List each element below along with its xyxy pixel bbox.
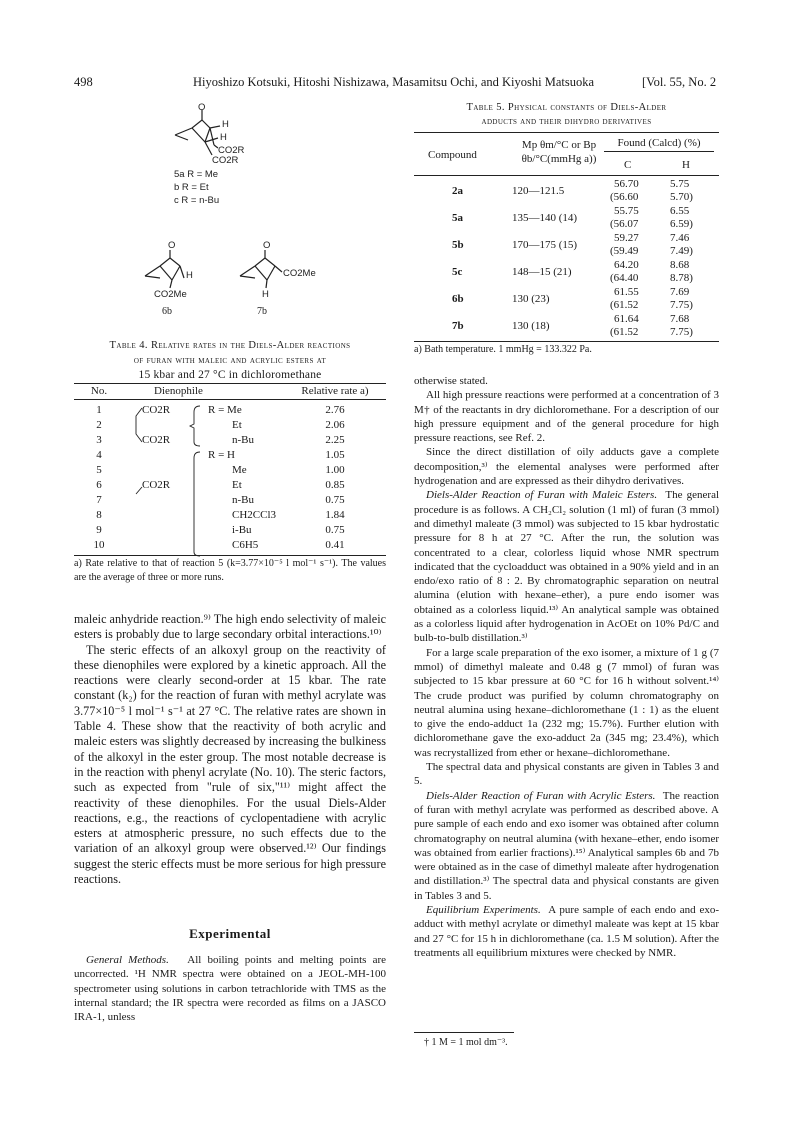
right-paragraph-0: otherwise stated. xyxy=(414,375,488,387)
legend-5c: c R = n-Bu xyxy=(174,195,220,206)
table-row: 5c 148—15 (21) 64.20 (64.40 8.68 8.78) xyxy=(452,259,693,284)
left-paragraph-2: The steric effects of an alkoxyl group on the reactivity of these dienophiles were explored by a kinetic approach. All the reactions were clearly second-order at 15 kbar. The rate constant (k₂) for the reaction of furan with methyl acrylate was 3.77×10⁻⁵ l mol⁻¹ s⁻¹ at 27 °C. The relative rates are shown in Table 4. These show that the reactivity of both acrylic and maleic esters was slightly decreased by increasing the bulkiness of the alkoxyl in the ester group. The most notable decrease is in the reaction with phenyl acrylate (No. 10). The steric factors, such as expected from "rule of six,"¹¹⁾ might affect the reactivity of these dienophiles. For the usual Diels-Alder reactions, e.g., the reactions of cyclopentadiene with acrylic esters at atmospheric pressure, no such effects due to the variation of an alkoxyl group were observed.¹²⁾ Our findings suggest the steric effects must be more serious for high pressure reactions. xyxy=(74,642,386,887)
table4-footnote: a) Rate relative to that of reaction 5 (k=3.77×10⁻⁵ l mol⁻¹ s⁻¹). The values are the average of three or more runs. xyxy=(74,558,386,583)
table4-header-no: No. xyxy=(90,385,108,397)
right-paragraph-4: For a large scale preparation of the exo isomer, a mixture of 1 g (7 mmol) of dimethyl maleate and 0.48 g (7 mmol) of furan was subjected to 15 kbar pressure at 60 °C for 16 h without solvent.¹⁴⁾ The crude product was purified by column chromatography on neutral alumina using hexane–dichloromethane (1 : 1) as the eluent to give the endo-adduct 1a (232 mg; 15.7%). Further elution with dichloromethane gave the exo-adduct 2a (345 mg; 23.4%), which was recrystallized from ether or hexane–dichloromethane. xyxy=(414,646,719,759)
page-number: 498 xyxy=(74,75,93,89)
legend-5b: b R = Et xyxy=(174,182,209,193)
struct7b-co2me-label: CO2Me xyxy=(283,268,316,279)
maleic-section-label: Diels-Alder Reaction of Furan with Maleic Esters. xyxy=(426,489,658,502)
table-row: 6b 130 (23) 61.55 (61.52 7.69 7.75) xyxy=(452,286,693,311)
table5-caption xyxy=(414,100,719,130)
structure-6b xyxy=(145,250,184,288)
svg-text:O: O xyxy=(263,240,271,251)
right-paragraph-1: All high pressure reactions were performed at a concentration of 3 M† of the reactants in dry dichloromethane. For a description of our high pressure equipment and of the general procedure for high pressure reactions, see Ref. 2. xyxy=(414,389,719,445)
experimental-heading: Experimental xyxy=(189,926,271,941)
table5-header-compound: Compound xyxy=(428,149,477,161)
table4-caption-line1: Table 4. Relative rates in the Diels-Alder reactions xyxy=(109,340,351,351)
table-row: 5b 170—175 (15) 59.27 (59.49 7.46 7.49) xyxy=(452,232,693,257)
table5-header-found: Found (Calcd) (%) xyxy=(617,137,701,149)
table4-caption xyxy=(74,338,386,383)
table-row: 7 n-Bu 0.75 xyxy=(96,494,345,506)
table5-header-c: C xyxy=(624,159,632,171)
right-paragraph-7: A pure sample of each endo and exo-adduct with methyl acrylate or dimethyl maleate was kept at 15 kbar and 27 °C for 15 h in dichloromethane (ca. 1.5 M solution). After the treatments all equilibrium mixtures were checked by NMR. xyxy=(414,903,720,959)
table-row: 7b 130 (18) 61.64 (61.52 7.68 7.75) xyxy=(452,313,693,338)
table-row: 8 CH2CCl3 1.84 xyxy=(96,509,345,521)
table-row: 4 R = H 1.05 xyxy=(96,449,345,461)
table-row: 2a 120—121.5 56.70 (56.60 5.75 5.70) xyxy=(452,178,693,203)
table4-header-rate: Relative rate a) xyxy=(301,385,369,397)
left-column-text xyxy=(74,612,386,887)
table-row: 5 Me 1.00 xyxy=(96,464,345,476)
right-paragraph-5: The spectral data and physical constants are given in Tables 3 and 5. xyxy=(414,761,719,788)
table5-header-mp-line1: Mp θm/°C or Bp xyxy=(521,139,597,151)
table5-caption-line1: Table 5. Physical constants of Diels-Alder xyxy=(466,102,667,113)
right-footnote: † 1 M = 1 mol dm⁻³. xyxy=(424,1037,508,1048)
acrylic-section-label: Diels-Alder Reaction of Furan with Acrylic Esters. xyxy=(426,789,656,802)
svg-text:O: O xyxy=(168,240,176,251)
struct5-h1-label: H xyxy=(222,119,229,130)
label-6b: 6b xyxy=(162,306,172,317)
table4-bracket-decor xyxy=(130,402,230,558)
struct7b-h-label: H xyxy=(262,289,269,300)
equilibrium-section-label: Equilibrium Experiments. xyxy=(426,903,541,916)
table-row: 10 C6H5 0.41 xyxy=(93,539,345,551)
left-paragraph-1: maleic anhydride reaction.⁹⁾ The high endo selectivity of maleic esters is probably due to large secondary orbital interactions.¹⁰⁾ xyxy=(74,612,386,642)
label-7b: 7b xyxy=(257,306,267,317)
table-row: 2 Et 2.06 xyxy=(96,419,345,431)
table5-header-h: H xyxy=(682,159,690,171)
table4-header-dienophile: Dienophile xyxy=(154,385,203,397)
legend-5a: 5a R = Me xyxy=(174,169,219,180)
chemical-structures-figure xyxy=(140,100,390,325)
volume-info: [Vol. 55, No. 2 xyxy=(642,75,717,89)
table-row: 5a 135—140 (14) 55.75 (56.07 6.55 6.59) xyxy=(452,205,693,230)
table-row: 3 CO2R n-Bu 2.25 xyxy=(96,434,345,446)
table-row: 1 CO2R R = Me 2.76 xyxy=(96,404,345,416)
right-paragraph-3: The general procedure is as follows. A CH₂Cl₂ solution (1 ml) of furan (3 mmol) and dimethyl maleate (3 mmol) was subjected to 15 kbar hydrostatic pressure for 8 h at 27 °C. After the run, the solution was concentrated to a clear, colorless liquid whose NMR spectrum indicated that the cycloadduct was obtained in a 90% yield and in an endo/exo ratio of 8 : 2. By chromatographic separation on neutral alumina (elution with hexane–ether), a pure endo isomer was obtained as a colorless liquid.¹³⁾ An analytical sample was obtained as a colorless liquid after hydrogenation in AcOEt on 10% Pd/C and bulb-to-bulb distillation.³⁾ xyxy=(414,489,720,645)
general-methods-paragraph xyxy=(74,953,386,1024)
table4 xyxy=(74,384,386,553)
right-paragraph-2: Since the direct distillation of oily adducts gave a complete decomposition,³⁾ the elemental analyses were performed after hydrogenation and are expressed as their dihydro derivatives. xyxy=(414,446,719,488)
table-row: 9 i-Bu 0.75 xyxy=(96,524,345,536)
running-authors: Hiyoshizo Kotsuki, Hitoshi Nishizawa, Masamitsu Ochi, and Kiyoshi Matsuoka xyxy=(193,75,595,89)
table5-header-mp-line2: θb/°C(mmHg a)) xyxy=(521,153,597,165)
svg-text:O: O xyxy=(198,102,206,113)
table4-caption-line3: 15 kbar and 27 °C in dichloromethane xyxy=(138,369,322,381)
right-paragraph-6: The reaction of furan with methyl acrylate was performed as described above. A pure sample of each endo and exo isomer was obtained after column chromatography on neutral alumina (with hexane–ether, endo isomer was obtained from earlier fractions).¹⁵⁾ Analytical samples 6b and 7b were obtained as in the case of dimethyl maleate after hydrogenation and distillation.³⁾ The spectral data and physical constants are given in Tables 3 and 5. xyxy=(414,789,719,902)
struct6b-h-label: H xyxy=(186,270,193,281)
right-column-text xyxy=(414,374,719,960)
table4-caption-line2: of furan with maleic and acrylic esters at xyxy=(133,355,327,366)
table5-caption-line2: adducts and their dihydro derivatives xyxy=(481,117,652,127)
general-methods-label: General Methods. xyxy=(86,954,169,966)
general-methods-text: All boiling points and melting points are uncorrected. ¹H NMR spectra were obtained on a JEOL-MH-100 spectrometer using solutions in carbon tetrachloride with TMS as the internal standard; the IR spectra were recorded as films on a JASCO IRA-1, unless xyxy=(74,954,387,1024)
structure-5 xyxy=(175,110,220,155)
structure-7b xyxy=(240,250,282,288)
struct5-co2r2-label: CO2R xyxy=(212,155,239,166)
struct6b-co2me-label: CO2Me xyxy=(154,289,187,300)
table5-header xyxy=(414,135,719,175)
table-row: 6 CO2R Et 0.85 xyxy=(96,479,345,491)
struct5-co2r1-label: CO2R xyxy=(218,145,245,156)
table5-footnote: a) Bath temperature. 1 mmHg = 133.322 Pa. xyxy=(414,344,592,355)
struct5-h2-label: H xyxy=(220,132,227,143)
